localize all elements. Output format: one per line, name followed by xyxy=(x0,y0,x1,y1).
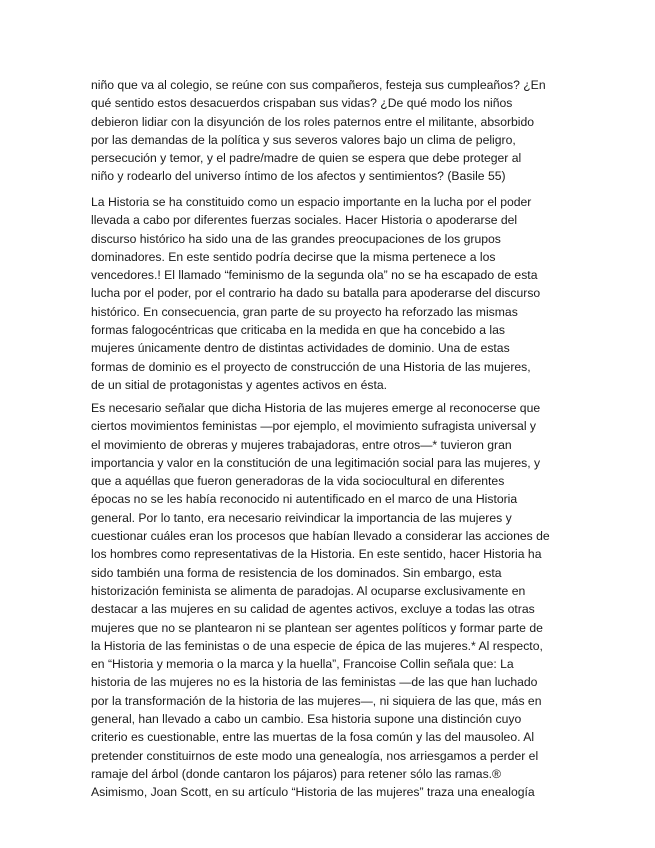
text-line: llevada a cabo por diferentes fuerzas sociales. Hacer Historia o apoderarse del xyxy=(91,213,518,228)
text-line: lucha por el poder, por el contrario ha dado su batalla para apoderarse del discurso xyxy=(91,286,541,301)
text-line: destacar a las mujeres en su calidad de agentes activos, excluye a todas las otras xyxy=(91,602,535,617)
paragraph-3 xyxy=(91,399,571,802)
text-line: persecución y temor, y el padre/madre de quien se espera que debe proteger al xyxy=(91,151,522,166)
text-line: debieron lidiar con la disyunción de los roles paternos entre el militante, absorbido xyxy=(91,114,535,129)
paragraph-2 xyxy=(91,193,571,394)
text-line: Es necesario señalar que dicha Historia de las mujeres emerge al reconocerse que xyxy=(91,401,541,415)
text-line: formas falogocéntricas que criticaba en la medida en que ha concebido a las xyxy=(91,323,505,338)
text-line: niño que va al colegio, se reúne con sus compañeros, festeja sus cumpleaños? ¿En xyxy=(91,78,546,92)
text-line: épocas no se les había reconocido ni autentificado en el marco de una Historia xyxy=(91,492,518,507)
text-line: los hombres como representativas de la Historia. En este sentido, hacer Historia ha xyxy=(91,547,542,562)
text-line: ramaje del árbol (donde cantaron los pájaros) para retener sólo las ramas.® xyxy=(91,766,502,781)
text-line: Asimismo, Joan Scott, en su artículo “Historia de las mujeres” traza una enealogía xyxy=(91,785,535,800)
paragraph-1 xyxy=(91,76,571,186)
text-line: mujeres que no se plantearon ni se plantean ser agentes políticos y formar parte de xyxy=(91,620,543,635)
text-line: importancia y valor en la constitución de una legitimación social para las mujeres, y xyxy=(91,455,541,470)
text-line: ciertos movimientos feministas —por ejemplo, el movimiento sufragista universal y xyxy=(91,419,537,434)
text-line: qué sentido estos desacuerdos crispaban sus vidas? ¿De qué modo los niños xyxy=(91,96,513,111)
text-line: La Historia se ha constituido como un espacio importante en la lucha por el poder xyxy=(91,195,532,209)
text-line: dominadores. En este sentido podría decirse que la misma pertenece a los xyxy=(91,249,496,264)
text-line: mujeres únicamente dentro de distintas actividades de dominio. Una de estas xyxy=(91,341,510,356)
text-line: de un sitial de protagonistas y agentes activos en ésta. xyxy=(91,377,388,392)
text-line: pretender constituirnos de este modo una genealogía, nos arriesgamos a perder el xyxy=(91,748,539,763)
text-line: en “Historia y memoria o la marca y la huella”, Francoise Collin señala que: La xyxy=(91,657,514,672)
text-line: histórico. En consecuencia, gran parte de su proyecto ha reforzado las mismas xyxy=(91,304,518,319)
text-line: criterio es cuestionable, entre las muertas de la fosa común y las del mausoleo. Al xyxy=(91,730,535,745)
text-line: vencedores.! El llamado “feminismo de la segunda ola” no se ha escapado de esta xyxy=(91,268,538,283)
text-line: general. Por lo tanto, era necesario reivindicar la importancia de las mujeres y xyxy=(91,510,512,525)
text-line: por la transformación de la historia de las mujeres—, ni siquiera de las que, más en xyxy=(91,693,542,708)
text-line: por las demandas de la política y sus severos valores bajo un clima de peligro, xyxy=(91,132,516,147)
text-line: formas de dominio es el proyecto de construcción de una Historia de las mujeres, xyxy=(91,359,531,374)
text-line: historización feminista se alimenta de paradojas. Al ocuparse exclusivamente en xyxy=(91,583,526,598)
text-line: niño y rodearlo del universo íntimo de los afectos y sentimientos? (Basile 55) xyxy=(91,169,506,184)
text-line: la Historia de las feministas o de una especie de épica de las mujeres.* Al respecto, xyxy=(91,638,543,653)
text-line: el movimiento de obreras y mujeres trabajadoras, entre otros—* tuvieron gran xyxy=(91,437,512,452)
text-line: general, han llevado a cabo un cambio. Esa historia supone una distinción cuyo xyxy=(91,712,522,727)
text-line: historia de las mujeres no es la historia de las feministas —de las que han luchado xyxy=(91,675,538,690)
text-line: discurso histórico ha sido una de las grandes preocupaciones de los grupos xyxy=(91,231,501,246)
text-line: que a aquéllas que fueron generadoras de la vida sociocultural en diferentes xyxy=(91,474,505,489)
text-line: sido también una forma de resistencia de los dominados. Sin embargo, esta xyxy=(91,565,502,580)
text-line: cuestionar cuáles eran los procesos que habían llevado a considerar las acciones de xyxy=(91,529,550,544)
